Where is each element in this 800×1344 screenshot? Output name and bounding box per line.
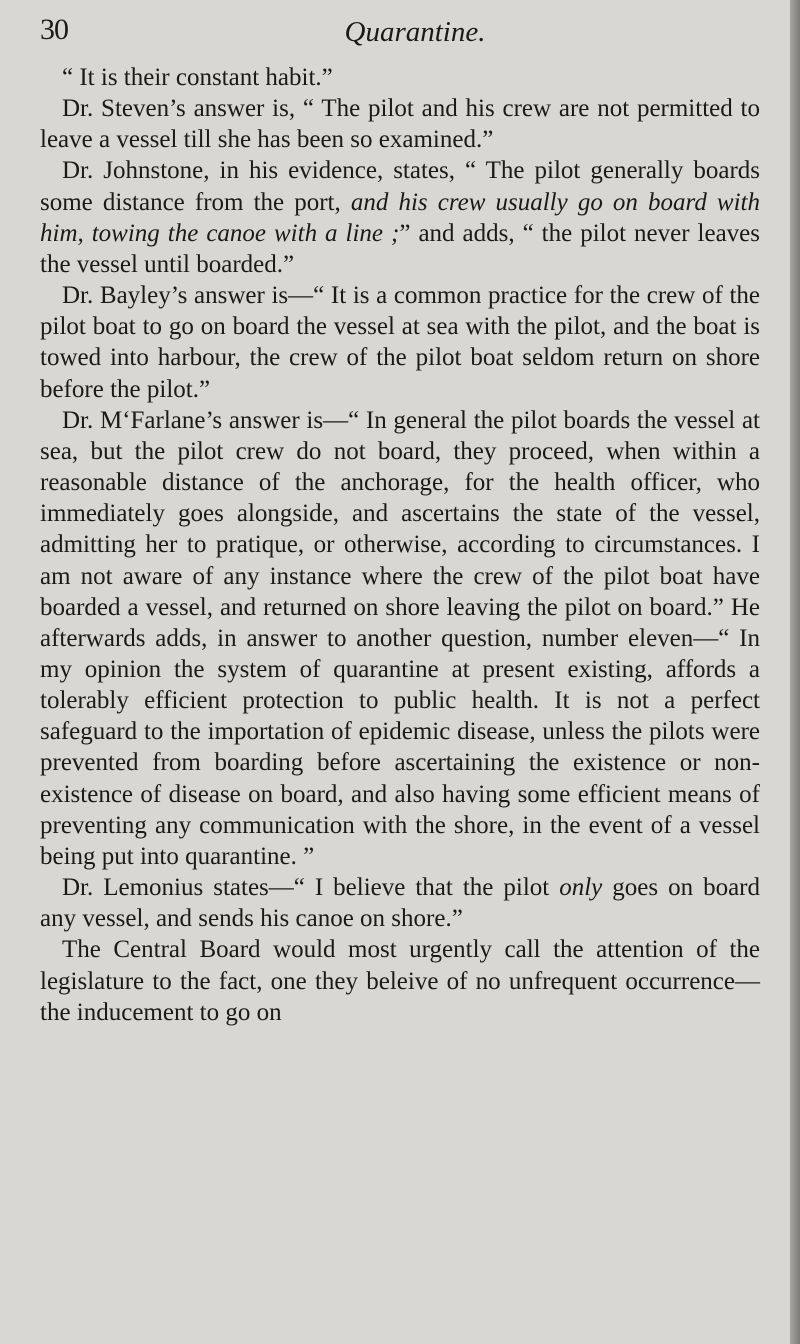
paragraph-steven: Dr. Steven’s answer is, “ The pilot and his crew are not permitted to leave a vessel till she has been so examined.” [40,95,760,154]
paragraph-bayley: Dr. Bayley’s answer is—“ It is a common practice for the crew of the pilot boat to go on board the vessel at sea with the pilot, and the boat is towed into harbour, the crew of the pilot boat seldom return on shore before the pilot.” [40,282,760,403]
paragraph-johnstone-text: Dr. Johnstone, in his evidence, states, “ The pilot generally boards some distance from the port, [40,157,760,216]
paragraph-johnstone-text-end: ” and adds, “ the pilot never leaves the vessel until boarded.” [40,219,760,278]
paragraph-lemonius [40,872,760,934]
paragraph-habit: “ It is their constant habit.” [62,64,333,91]
paragraph-lemonius-text-end: goes on board any vessel, and sends his canoe on shore.” [40,874,760,933]
page-header [40,10,740,50]
page-number: 30 [40,13,68,46]
page-edge-shadow [790,0,800,1344]
running-title: Quarantine. [344,16,486,48]
paragraph-lemonius-italic: only [559,874,603,902]
paragraph-johnstone [40,155,760,280]
paragraph-mfarlane: Dr. M‘Farlane’s answer is—“ In general the pilot boards the vessel at sea, but the pilot crew do not board, they proceed, when within a reasonable distance of the anchorage, for the health officer, who immediately goes alongside, and ascertains the state of the vessel, admitting her to pratique, or otherwise, according to circumstances. I am not aware of any instance where the crew of the pilot boat have boarded a vessel, and returned on shore leaving the pilot on board.” He afterwards adds, in answer to another question, number eleven—“ In my opinion the system of quarantine at present existing, affords a tolerably efficient protection to public health. It is not a perfect safeguard to the importation of epidemic disease, unless the pilots were prevented from boarding before ascertaining the existence or non-existence of disease on board, and also having some efficient means of preventing any communication with the shore, in the event of a vessel being put into quarantine. ” [40,406,760,870]
body-text [40,62,760,1028]
paragraph-central-board: The Central Board would most urgently call the attention of the legislature to the fact, one they beleive of no unfrequent occurrence—the inducement to go on [40,936,760,1026]
paragraph-lemonius-text: Dr. Lemonius states—“ I believe that the pilot [62,874,560,902]
paragraph-johnstone-italic: and his crew usually go on board with him, towing the canoe with a line ; [40,188,760,247]
